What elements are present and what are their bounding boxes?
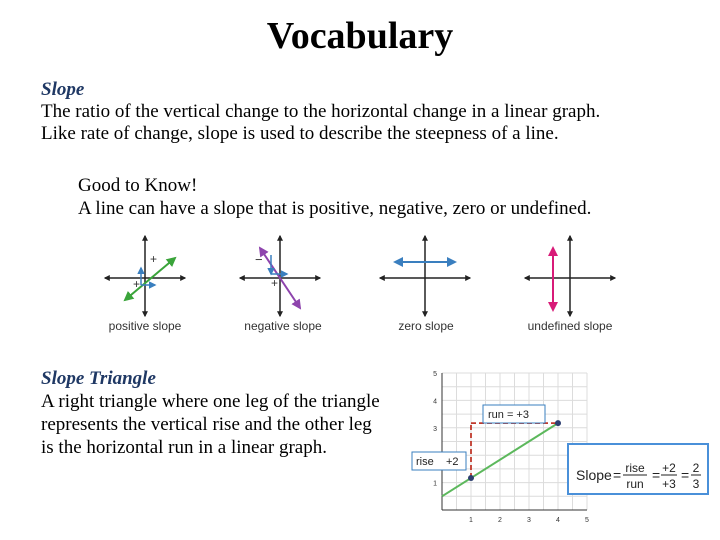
- zero-slope-graph: [380, 236, 470, 316]
- data-point: [468, 475, 474, 481]
- page-title: Vocabulary: [266, 15, 454, 57]
- good-to-know-heading: Good to Know!: [78, 175, 198, 196]
- slope-triangle-line-1: A right triangle where one leg of the triangle: [41, 391, 380, 412]
- x-tick-label: 1: [469, 517, 473, 524]
- formula-den-1: run: [626, 477, 644, 491]
- slope-definition-line-2: Like rate of change, slope is used to describe the steepness of a line.: [41, 123, 559, 144]
- formula-num-3: 2: [692, 461, 700, 475]
- undefined-slope-caption: undefined slope: [527, 319, 613, 333]
- formula-den-2: +3: [662, 477, 676, 491]
- x-tick-label: 5: [585, 517, 589, 524]
- slope-term: Slope: [41, 79, 85, 100]
- y-tick-label: 1: [433, 480, 437, 488]
- x-tick-label: 4: [556, 517, 560, 524]
- positive-sign-bottom: +: [133, 277, 141, 291]
- svg-text:=: =: [613, 467, 622, 483]
- formula-den-3: 3: [692, 477, 700, 491]
- rise-value: +2: [446, 456, 459, 468]
- y-tick-label: 3: [433, 425, 437, 433]
- positive-slope-graph: [105, 236, 185, 316]
- x-tick-label: 2: [498, 517, 502, 524]
- good-to-know-text: A line can have a slope that is positive, negative, zero or undefined.: [78, 198, 592, 219]
- formula-num-2: +2: [662, 461, 676, 475]
- run-label: run = +3: [488, 409, 529, 421]
- negative-slope-graph: [240, 236, 320, 316]
- negative-sign-top: −: [255, 252, 263, 267]
- rise-label: rise: [416, 456, 434, 468]
- y-tick-label: 4: [433, 398, 437, 406]
- formula-prefix: Slope: [576, 467, 612, 483]
- zero-slope-caption: zero slope: [398, 319, 454, 333]
- formula-num-1: rise: [625, 461, 645, 475]
- slope-definition-line-1: The ratio of the vertical change to the horizontal change in a linear graph.: [41, 101, 601, 122]
- svg-text:=: =: [652, 467, 661, 483]
- slope-triangle-term: Slope Triangle: [41, 368, 156, 389]
- y-tick-label: 5: [433, 371, 437, 378]
- data-point: [555, 420, 561, 426]
- x-tick-label: 3: [527, 517, 531, 524]
- slope-triangle-chart: [405, 365, 720, 537]
- svg-text:=: =: [681, 467, 690, 483]
- negative-slope-caption: negative slope: [244, 319, 322, 333]
- positive-slope-caption: positive slope: [108, 319, 182, 333]
- positive-sign-top: +: [150, 252, 158, 266]
- negative-sign-bottom: +: [271, 276, 279, 290]
- undefined-slope-graph: [525, 236, 615, 316]
- slope-triangle-line-2: represents the vertical rise and the other leg: [41, 414, 372, 435]
- slope-triangle-line-3: is the horizontal run in a linear graph.: [41, 437, 327, 458]
